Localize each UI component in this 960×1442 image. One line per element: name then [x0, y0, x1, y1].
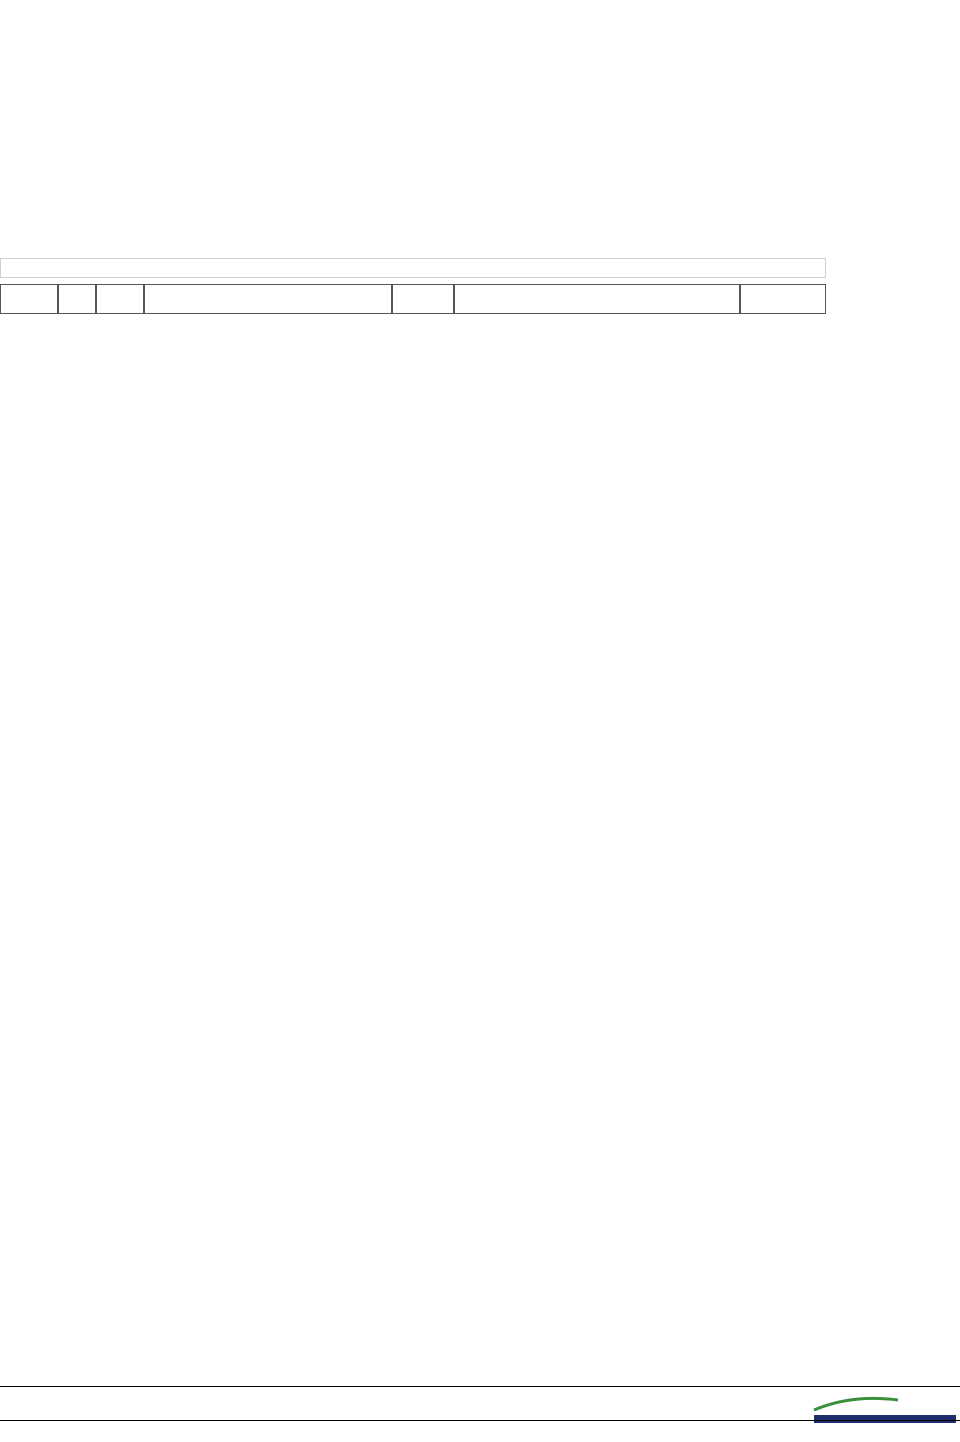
header-result	[740, 284, 826, 314]
header-place	[0, 284, 58, 314]
header-dob	[392, 284, 454, 314]
header-name	[144, 284, 392, 314]
footer-divider-bottom	[0, 1420, 960, 1421]
header-bib	[96, 284, 144, 314]
record-bar	[0, 258, 826, 278]
column-headers	[0, 284, 826, 314]
footer-divider-top	[0, 1386, 960, 1387]
header-lane	[58, 284, 96, 314]
header-club	[454, 284, 740, 314]
